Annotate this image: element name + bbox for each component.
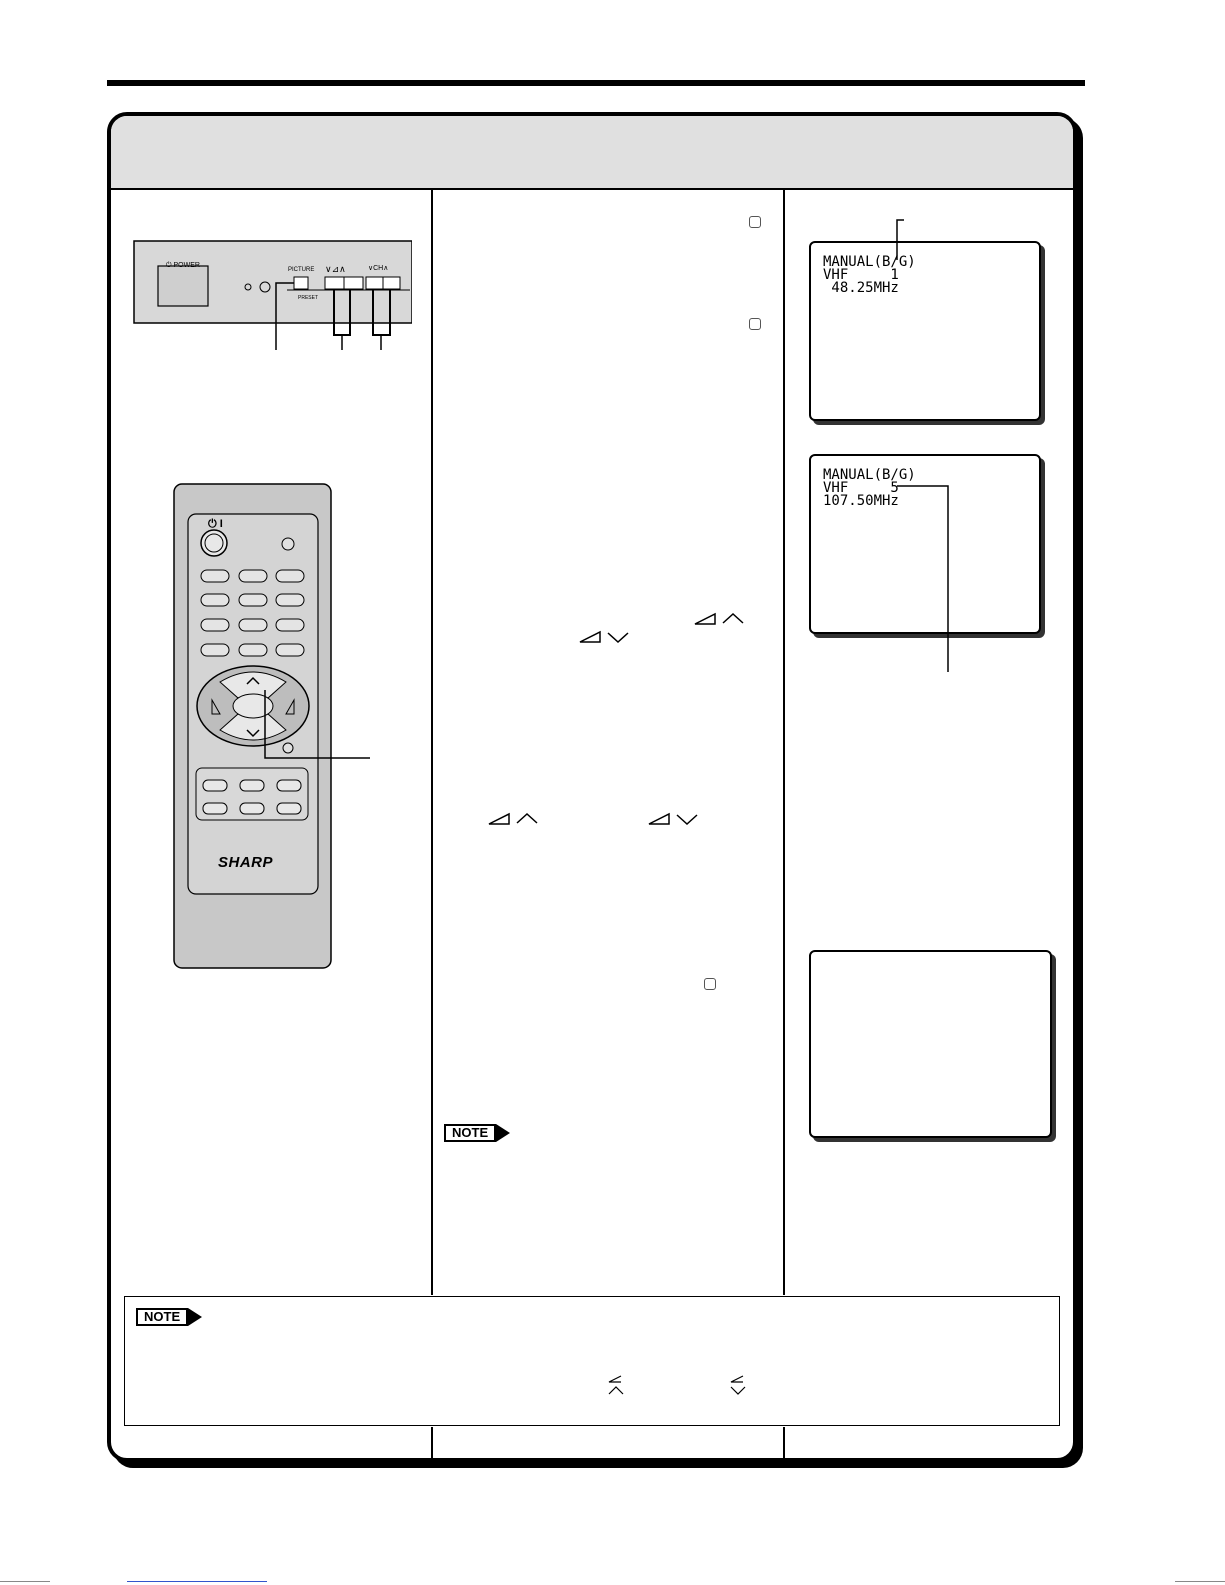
volume-up-icon [693,610,749,626]
volume-up-icon [606,1374,628,1396]
top-rule [107,80,1085,86]
power-label: ⏻ POWER [166,262,200,269]
osd2-line3: 107.50MHz [823,493,899,509]
tv-front-panel-illustration [130,238,412,356]
osd-screen-3 [809,950,1052,1138]
step-marker-icon [749,216,761,228]
footer-rule-right [1175,1581,1225,1582]
osd2-line2: VHF 5 [823,480,899,496]
volume-down-icon [728,1374,750,1396]
osd1-line2: VHF 1 [823,267,899,283]
osd-screen-1 [809,241,1041,421]
bottom-note-box [124,1296,1060,1426]
preset-label: PRESET [298,295,319,301]
volume-up-icon [487,810,543,826]
column-divider-2 [783,190,785,1295]
footer-rule-link [127,1581,267,1582]
note-arrow-icon [188,1308,202,1326]
picture-label: PICTURE [288,267,315,273]
note-badge [444,1124,510,1142]
remote-power-symbol: ⏻ I [208,518,223,530]
volume-label: ∨⊿∧ [325,264,346,274]
osd2-line1: MANUAL(B/G) [823,467,916,483]
footer-rule-left [0,1581,50,1582]
volume-down-icon [578,628,634,644]
osd2-callout-line [895,480,955,674]
note-arrow-icon [496,1124,510,1142]
column-divider-2-bottom [783,1427,785,1460]
osd1-line3: 48.25MHz [823,280,899,296]
osd1-line1: MANUAL(B/G) [823,254,916,270]
section-header [111,116,1073,190]
volume-down-icon [647,810,703,826]
column-divider-1 [431,190,433,1295]
osd1-callout-line [888,218,908,262]
note-label: NOTE [444,1124,496,1142]
bottom-note-label: NOTE [136,1308,188,1326]
bottom-note-badge [136,1308,202,1326]
step-marker-icon [749,318,761,330]
step-marker-icon [704,978,716,990]
column-divider-1-bottom [431,1427,433,1460]
remote-brand-logo: SHARP [218,854,274,871]
ch-label: ∨CH∧ [368,265,389,272]
remote-control-illustration [172,482,377,970]
